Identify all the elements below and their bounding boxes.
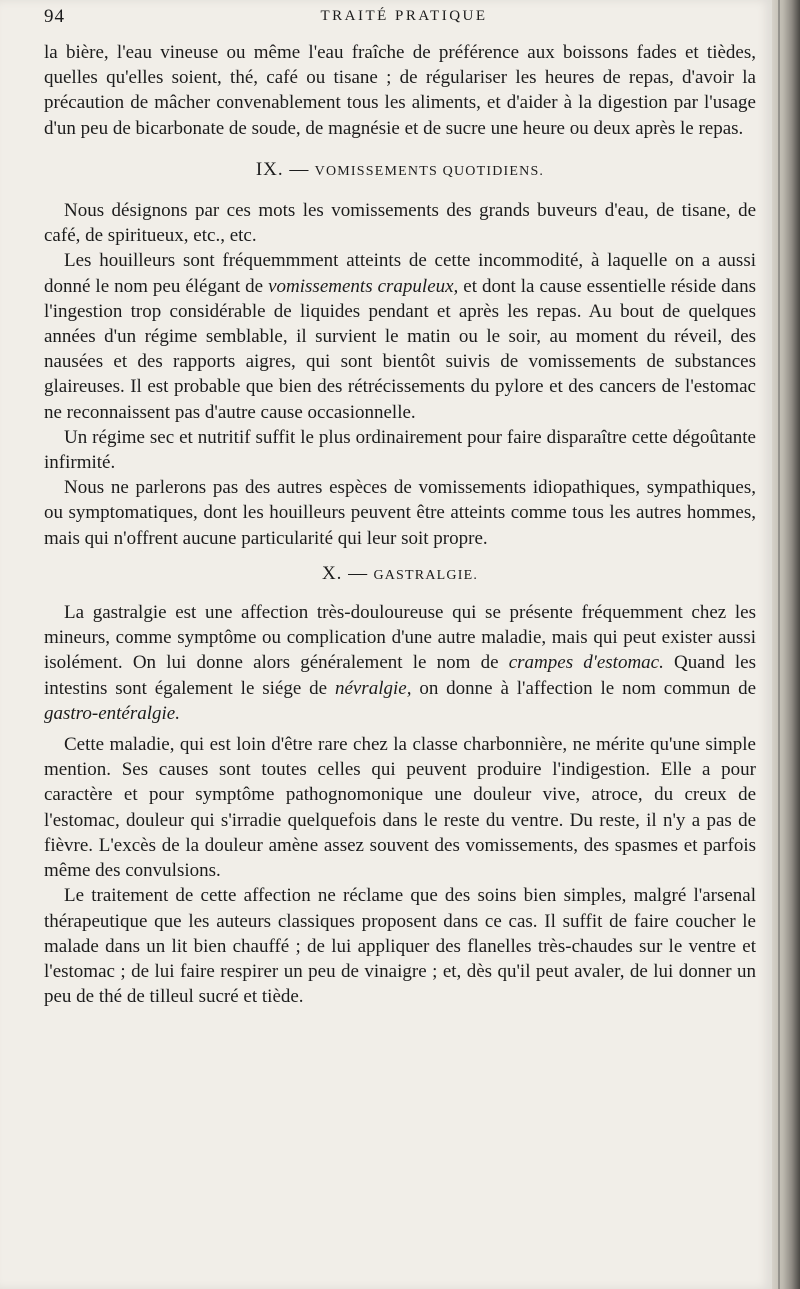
page-header bbox=[44, 6, 764, 32]
paragraph: Nous désignons par ces mots les vomissements des grands buveurs d'eau, de tisane, de café, de spiritueux, etc., etc. bbox=[44, 200, 756, 247]
paragraph: Cette maladie, qui est loin d'être rare chez la classe charbonnière, ne mérite qu'une simple mention. Ses causes sont toutes celles qui peuvent produire l'indigestion. Elle a pour caractère et pour symptôme pathognomonique une douleur vive, atroce, du creux de l'estomac, douleur qui s'irradie quelquefois dans le reste du ventre. Du reste, il n'y a pas de fièvre. L'excès de la douleur amène assez souvent des vomissements, des spasmes et parfois même des convulsions. bbox=[44, 734, 756, 882]
section-heading-x bbox=[44, 561, 756, 588]
paragraph: Le traitement de cette affection ne réclame que des soins bien simples, malgré l'arsenal thérapeutique que les auteurs classiques proposent dans ce cas. Il suffit de faire coucher le malade dans un lit bien chauffé ; de lui appliquer des flanelles très-chaudes sur le ventre et l'estomac ; de lui faire respirer un peu de vinaigre ; et, dès qu'il peut avaler, de lui donner un peu de thé de tilleul sucré et tiède. bbox=[44, 885, 756, 1008]
page-number: 94 bbox=[44, 6, 65, 27]
paragraph: Nous ne parlerons pas des autres espèces de vomissements idiopathiques, sympathiques, ou symptomatiques, dont les houilleurs peuvent être atteints comme tous les autres hommes, mais qui n'offrent aucune particularité qui leur soit propre. bbox=[44, 477, 756, 549]
paragraph-text: on donne à l'affection le nom commun de bbox=[411, 677, 756, 699]
section-number: IX. — bbox=[255, 158, 310, 180]
italic-term: névralgie, bbox=[334, 677, 412, 699]
section-number: X. — bbox=[321, 562, 369, 584]
italic-term: vomissements crapuleux, bbox=[268, 275, 459, 297]
paragraph bbox=[44, 248, 756, 424]
italic-term: gastro-entéralgie. bbox=[44, 702, 180, 724]
paragraph-text: Les houilleurs sont fréquemmment atteints de cette incommodité, à laquelle on a aussi donné le nom peu élégant de bbox=[44, 250, 756, 297]
body-text bbox=[44, 40, 756, 1009]
paragraph-text: Quand les intestins sont également le siége de bbox=[44, 652, 756, 699]
section-title: GASTRALGIE. bbox=[373, 567, 479, 583]
paragraph-text: La gastralgie est une affection très-douloureuse qui se présente fréquemment chez les mineurs, comme symptôme ou complication d'une autre maladie, mais qui peut exister aussi isolément. On lui donne alors généralement le nom de bbox=[44, 602, 756, 674]
italic-term: crampes d'estomac. bbox=[508, 652, 664, 674]
intro-paragraph: la bière, l'eau vineuse ou même l'eau fraîche de préférence aux boissons fades et tièdes, quelles qu'elles soient, thé, café ou tisane ; de régulariser les heures de repas, d'avoir la précaution de mâcher convenablement tous les aliments, et d'aider à la digestion par l'usage d'un peu de bicarbonate de soude, de magnésie et de sucre une heure ou deux après le repas. bbox=[44, 42, 756, 139]
running-title: TRAITÉ PRATIQUE bbox=[320, 8, 488, 24]
paragraph-text: et dont la cause essentielle réside dans l'ingestion trop considérable de liquides pendant et après les repas. Au bout de quelques années d'un régime semblable, il survient le matin ou le soir, au moment du réveil, des nausées et des rapports aigres, qui sont bientôt suivis de vomissements de substances glaireuses. Il est probable que bien des rétrécissements du pylore et des cancers de l'estomac ne reconnaissent pas d'autre cause occasionnelle. bbox=[44, 275, 756, 423]
paragraph bbox=[44, 600, 756, 726]
paragraph: Un régime sec et nutritif suffit le plus ordinairement pour faire disparaître cette dégoûtante infirmité. bbox=[44, 426, 756, 474]
section-title: VOMISSEMENTS QUOTIDIENS. bbox=[314, 163, 545, 179]
section-heading-ix bbox=[44, 157, 756, 184]
book-spine-edge bbox=[772, 0, 800, 1289]
